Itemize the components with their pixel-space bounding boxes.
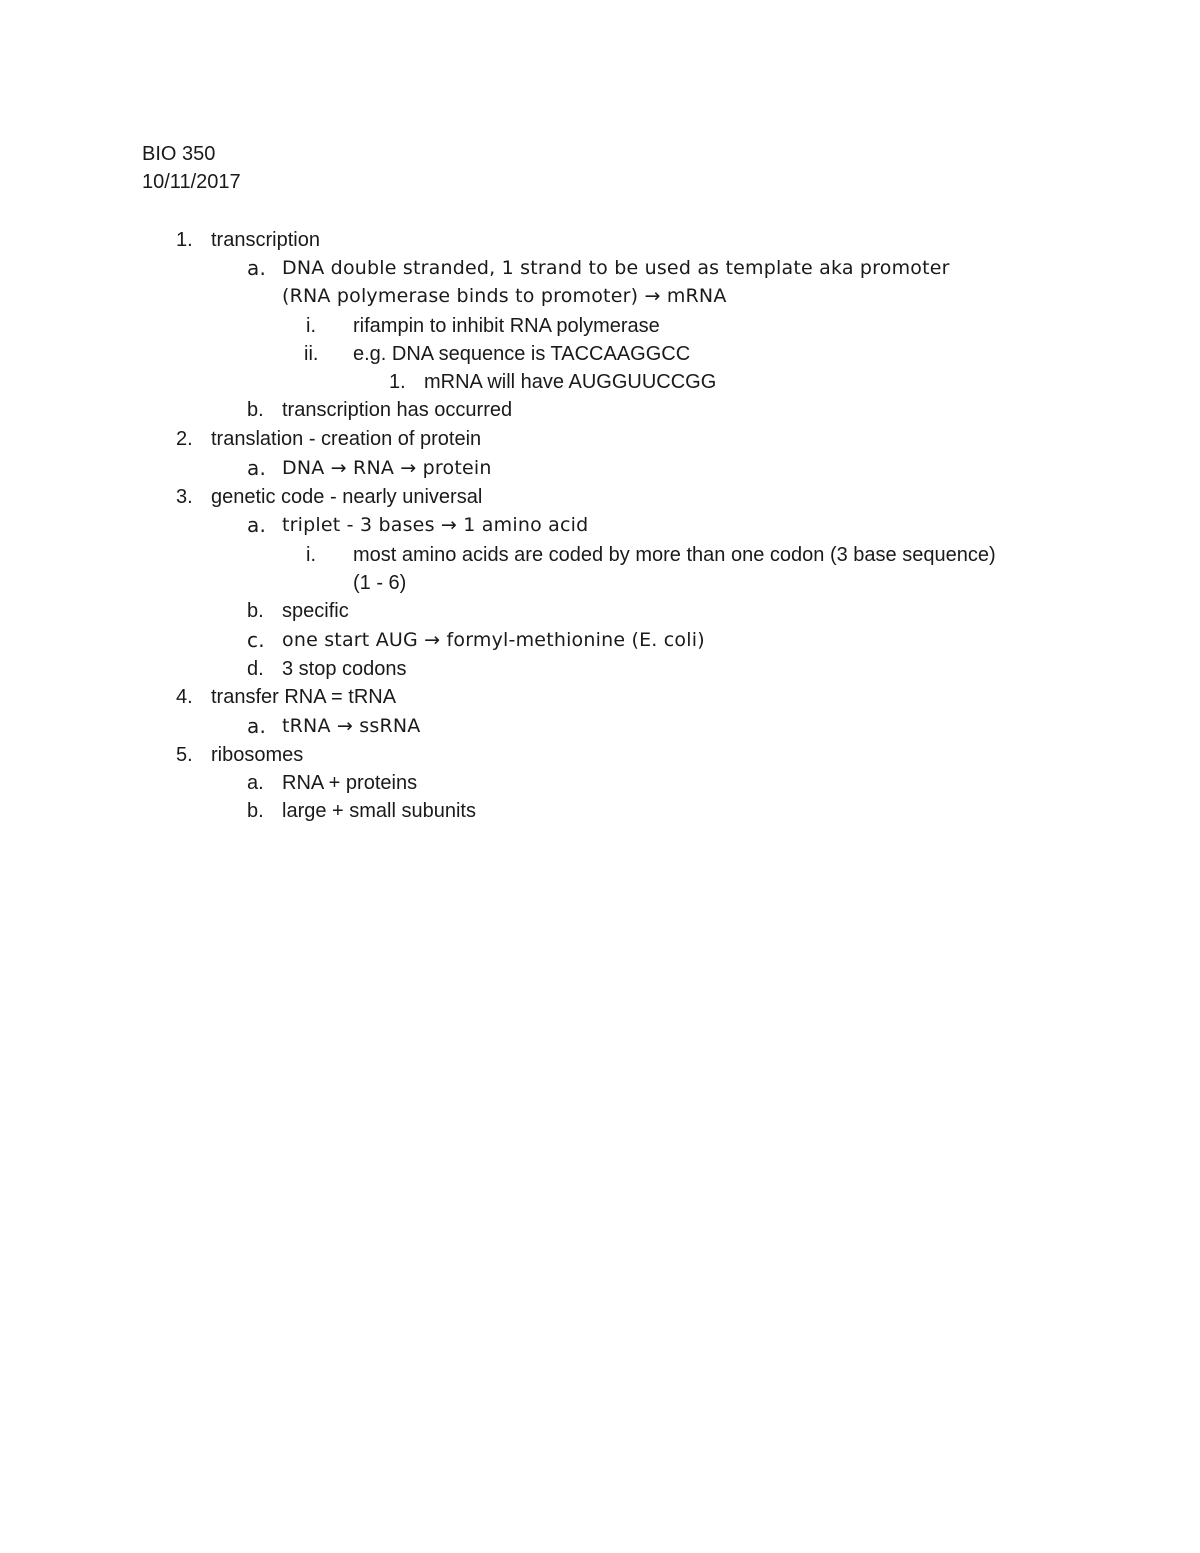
list-marker: d. <box>247 658 264 680</box>
list-item: RNA + proteins <box>282 772 418 794</box>
list-marker: a. <box>247 772 264 794</box>
list-item: tRNA → ssRNA <box>282 715 421 737</box>
list-marker: a. <box>247 256 267 280</box>
list-item: translation - creation of protein <box>211 428 482 450</box>
list-marker: c. <box>247 628 265 652</box>
course-title: BIO 350 <box>142 143 216 165</box>
list-item-continuation: (1 - 6) <box>353 572 407 594</box>
list-item: e.g. DNA sequence is TACCAAGGCC <box>353 343 691 365</box>
list-marker: 5. <box>176 744 193 766</box>
list-item: 3 stop codons <box>282 658 407 680</box>
list-item: mRNA will have AUGGUUCCGG <box>424 371 717 393</box>
list-marker: a. <box>247 513 267 537</box>
list-marker: 4. <box>176 686 193 708</box>
list-item: large + small subunits <box>282 800 476 822</box>
list-marker: ii. <box>304 343 319 365</box>
list-marker: a. <box>247 456 267 480</box>
list-item: rifampin to inhibit RNA polymerase <box>353 315 660 337</box>
list-marker: 1. <box>389 371 406 393</box>
list-item: most amino acids are coded by more than one codon (3 base sequence) <box>353 544 996 566</box>
list-marker: b. <box>247 800 264 822</box>
list-marker: b. <box>247 600 264 622</box>
note-date: 10/11/2017 <box>142 171 241 193</box>
list-item: transfer RNA = tRNA <box>211 686 397 708</box>
list-item: one start AUG → formyl-methionine (E. coli) <box>282 629 705 651</box>
list-marker: 1. <box>176 229 193 251</box>
list-item: transcription <box>211 229 320 251</box>
list-marker: i. <box>306 544 316 566</box>
list-item: DNA double stranded, 1 strand to be used as template aka promoter <box>282 257 950 279</box>
list-marker: 2. <box>176 428 193 450</box>
list-item: ribosomes <box>211 744 304 766</box>
list-marker: b. <box>247 399 264 421</box>
list-item: DNA → RNA → protein <box>282 457 492 479</box>
list-item: triplet - 3 bases → 1 amino acid <box>282 514 589 536</box>
list-marker: i. <box>306 315 316 337</box>
list-marker: a. <box>247 714 267 738</box>
list-item-continuation: (RNA polymerase binds to promoter) → mRNA <box>282 285 727 307</box>
list-marker: 3. <box>176 486 193 508</box>
list-item: specific <box>282 600 349 622</box>
list-item: genetic code - nearly universal <box>211 486 483 508</box>
list-item: transcription has occurred <box>282 399 513 421</box>
